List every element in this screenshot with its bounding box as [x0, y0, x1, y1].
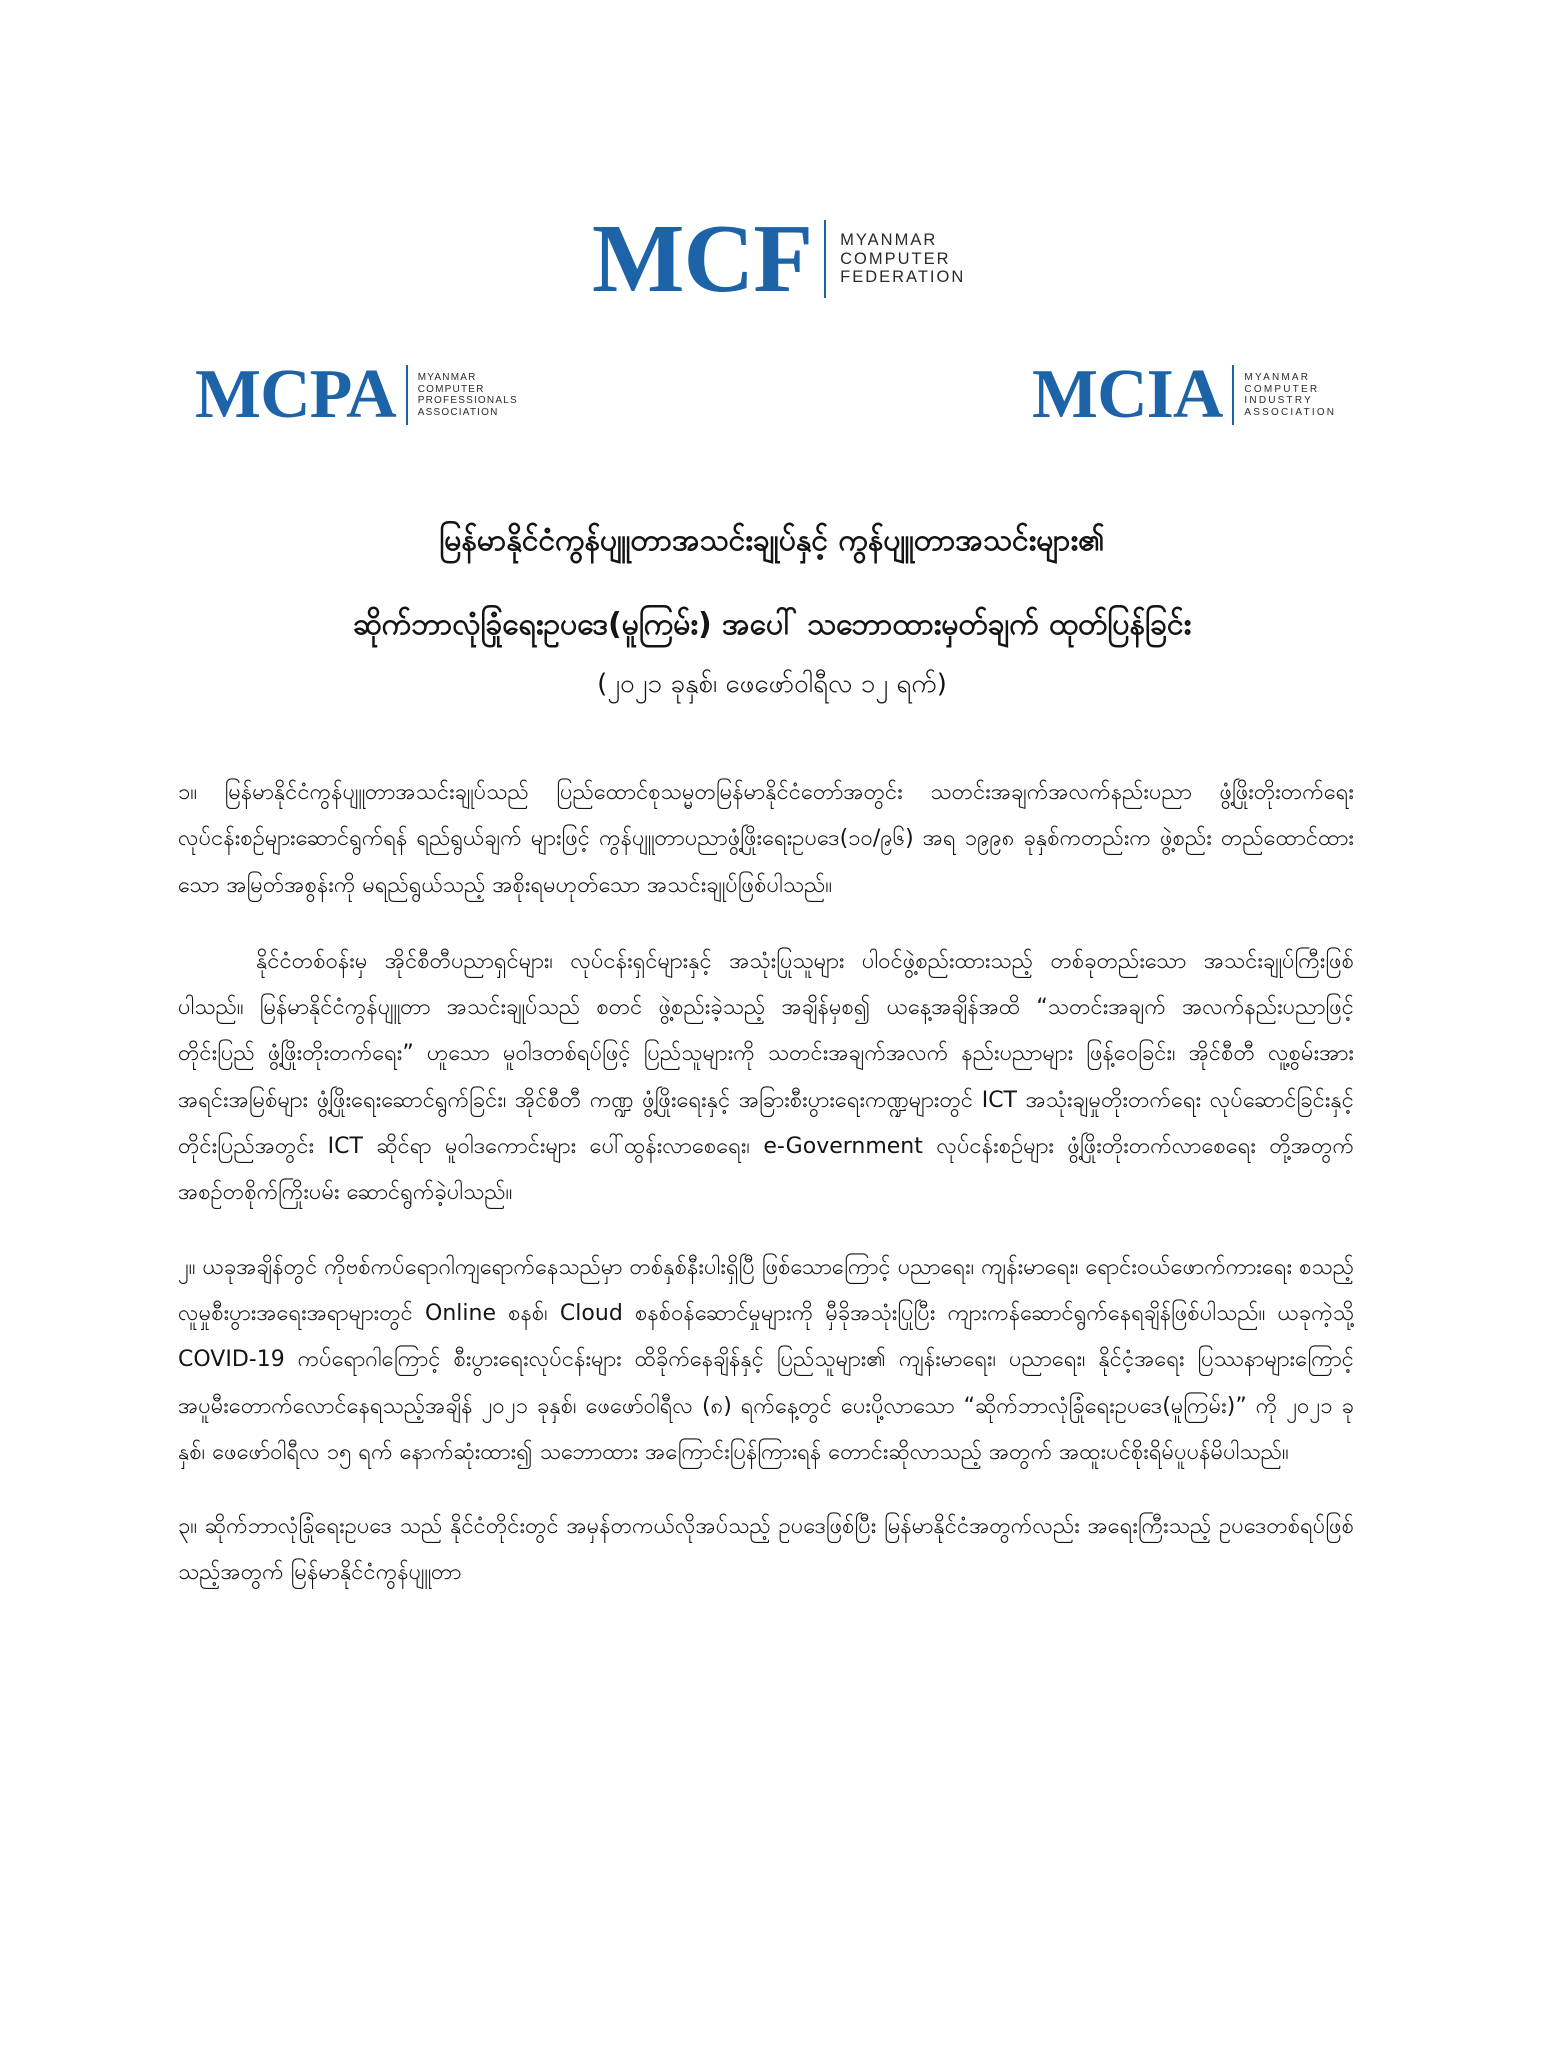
mcpa-logo-text	[418, 372, 518, 418]
logo-divider	[406, 365, 408, 425]
mcpa-logo-line: COMPUTER	[417, 383, 485, 395]
paragraph-2: ၂။ ယခုအချိန်တွင် ကိုဗစ်ကပ်ရောဂါကျရောက်နေသည်မှာ တစ်နှစ်နီးပါးရှိပြီ ဖြစ်သောကြောင့် ပညာရေး၊ ကျန်းမာရေး၊ ရောင်းဝယ်ဖောက်ကားရေး စသည့် လူမှုစီးပွားအရေးအရာများတွင် Online စနစ်၊ Cloud စနစ်ဝန်ဆောင်မှုများကို မှီခိုအသုံးပြုပြီး ကျားကန်ဆောင်ရွက်နေရချိန်ဖြစ်ပါသည်။ ယခုကဲ့သို့ COVID-19 ကပ်ရောဂါကြောင့် စီးပွားရေးလုပ်ငန်းများ ထိခိုက်နေချိန်နှင့် ပြည်သူများ၏ ကျန်းမာရေး၊ ပညာရေး၊ နိုင်ငံ့အရေး ပြဿနာများကြောင့် အပူမီးတောက်လောင်နေရသည့်အချိန် ၂၀၂၁ ခုနှစ်၊ ဖေဖော်ဝါရီလ (၈) ရက်နေ့တွင် ပေးပို့လာသော “ဆိုက်ဘာလုံခြုံရေးဥပဒေ(မူကြမ်း)” ကို ၂၀၂၁ ခုနှစ်၊ ဖေဖော်ဝါရီလ ၁၅ ရက် နောက်ဆုံးထား၍ သဘောထား အကြောင်းပြန်ကြားရန် တောင်းဆိုလာသည့် အတွက် အထူးပင်စိုးရိမ်ပူပန်မိပါသည်။	[178, 1254, 1354, 1465]
mcia-logo-line: COMPUTER	[1244, 383, 1320, 395]
mcpa-logo-mark: MCPA	[195, 356, 396, 433]
mcf-logo-line: COMPUTER	[840, 249, 951, 268]
logo-divider	[1232, 365, 1234, 425]
mcia-logo	[1032, 356, 1337, 433]
mcpa-logo	[195, 356, 518, 433]
mcpa-logo-line: PROFESSIONALS	[417, 395, 518, 406]
mcf-logo-line: MYANMAR	[840, 230, 938, 249]
document-title-line-1: မြန်မာနိုင်ငံကွန်ပျူတာအသင်းချုပ်နှင့် ကွန်ပျူတာအသင်းများ၏	[439, 523, 1105, 558]
paragraph-3: ၃။ ဆိုက်ဘာလုံခြုံရေးဥပဒေ သည် နိုင်ငံတိုင်းတွင် အမှန်တကယ်လိုအပ်သည့် ဥပဒေဖြစ်ပြီး မြန်မာနိုင်ငံအတွက်လည်း အရေးကြီးသည့် ဥပဒေတစ်ရပ်ဖြစ်သည့်အတွက် မြန်မာနိုင်ငံကွန်ပျူတာ	[178, 1514, 1354, 1586]
mcpa-logo-line: ASSOCIATION	[417, 406, 499, 418]
mcpa-logo-line: MYANMAR	[417, 372, 477, 383]
document-body	[178, 770, 1354, 1597]
document-title-line-2: ဆိုက်ဘာလုံခြုံရေးဥပဒေ(မူကြမ်း) အပေါ် သဘောထားမှတ်ချက် ထုတ်ပြန်ခြင်း	[352, 607, 1192, 642]
mcia-logo-line: MYANMAR	[1244, 372, 1311, 383]
mcia-logo-line: INDUSTRY	[1244, 395, 1313, 406]
mcf-logo-text	[840, 231, 965, 288]
logo-divider	[824, 220, 826, 298]
document-date: (၂၀၂၁ ခုနှစ်၊ ဖေဖော်ဝါရီလ ၁၂ ရက်)	[597, 669, 947, 699]
mcia-logo-text	[1244, 372, 1336, 418]
mcia-logo-mark: MCIA	[1032, 356, 1223, 433]
paragraph-1-continued: နိုင်ငံတစ်ဝန်းမှ အိုင်စီတီပညာရှင်များ၊ လုပ်ငန်းရှင်များနှင့် အသုံးပြုသူများ ပါဝင်ဖွဲ့စည်းထားသည့် တစ်ခုတည်းသော အသင်းချုပ်ကြီးဖြစ်ပါသည်။ မြန်မာနိုင်ငံကွန်ပျူတာ အသင်းချုပ်သည် စတင် ဖွဲ့စည်းခဲ့သည့် အချိန်မှစ၍ ယနေ့အချိန်အထိ “သတင်းအချက် အလက်နည်းပညာဖြင့် တိုင်းပြည် ဖွံ့ဖြိုးတိုးတက်ရေး” ဟူသော မူဝါဒတစ်ရပ်ဖြင့် ပြည်သူများကို သတင်းအချက်အလက် နည်းပညာများ ဖြန့်ဝေခြင်း၊ အိုင်စီတီ လူ့စွမ်းအား အရင်းအမြစ်များ ဖွံ့ဖြိုးရေးဆောင်ရွက်ခြင်း၊ အိုင်စီတီ ကဏ္ဍ ဖွံ့ဖြိုးရေးနှင့် အခြားစီးပွားရေးကဏ္ဍများတွင် ICT အသုံးချမှုတိုးတက်ရေး လုပ်ဆောင်ခြင်းနှင့် တိုင်းပြည်အတွင်း ICT ဆိုင်ရာ မူဝါဒကောင်းများ ပေါ်ထွန်းလာစေရေး၊ e-Government လုပ်ငန်းစဉ်များ ဖွံ့ဖြိုးတိုးတက်လာစေရေး တို့အတွက် အစဉ်တစိုက်ကြိုးပမ်း ဆောင်ရွက်ခဲ့ပါသည်။	[178, 948, 1354, 1206]
mcf-logo-line: FEDERATION	[840, 268, 966, 287]
mcf-logo-mark: MCF	[592, 205, 813, 313]
paragraph-1: ၁။ မြန်မာနိုင်ငံကွန်ပျူတာအသင်းချုပ်သည် ပြည်ထောင်စုသမ္မတမြန်မာနိုင်ငံတော်အတွင်း သတင်းအချက်အလက်နည်းပညာ ဖွံ့ဖြိုးတိုးတက်ရေး လုပ်ငန်းစဉ်များဆောင်ရွက်ရန် ရည်ရွယ်ချက် များဖြင့် ကွန်ပျူတာပညာဖွံ့ဖြိုးရေးဥပဒေ(၁၀/၉၆) အရ ၁၉၉၈ ခုနှစ်ကတည်းက ဖွဲ့စည်း တည်ထောင်ထားသော အမြတ်အစွန်းကို မရည်ရွယ်သည့် အစိုးရမဟုတ်သော အသင်းချုပ်ဖြစ်ပါသည်။	[178, 780, 1354, 898]
mcia-logo-line: ASSOCIATION	[1244, 406, 1337, 418]
mcf-logo	[592, 205, 966, 313]
